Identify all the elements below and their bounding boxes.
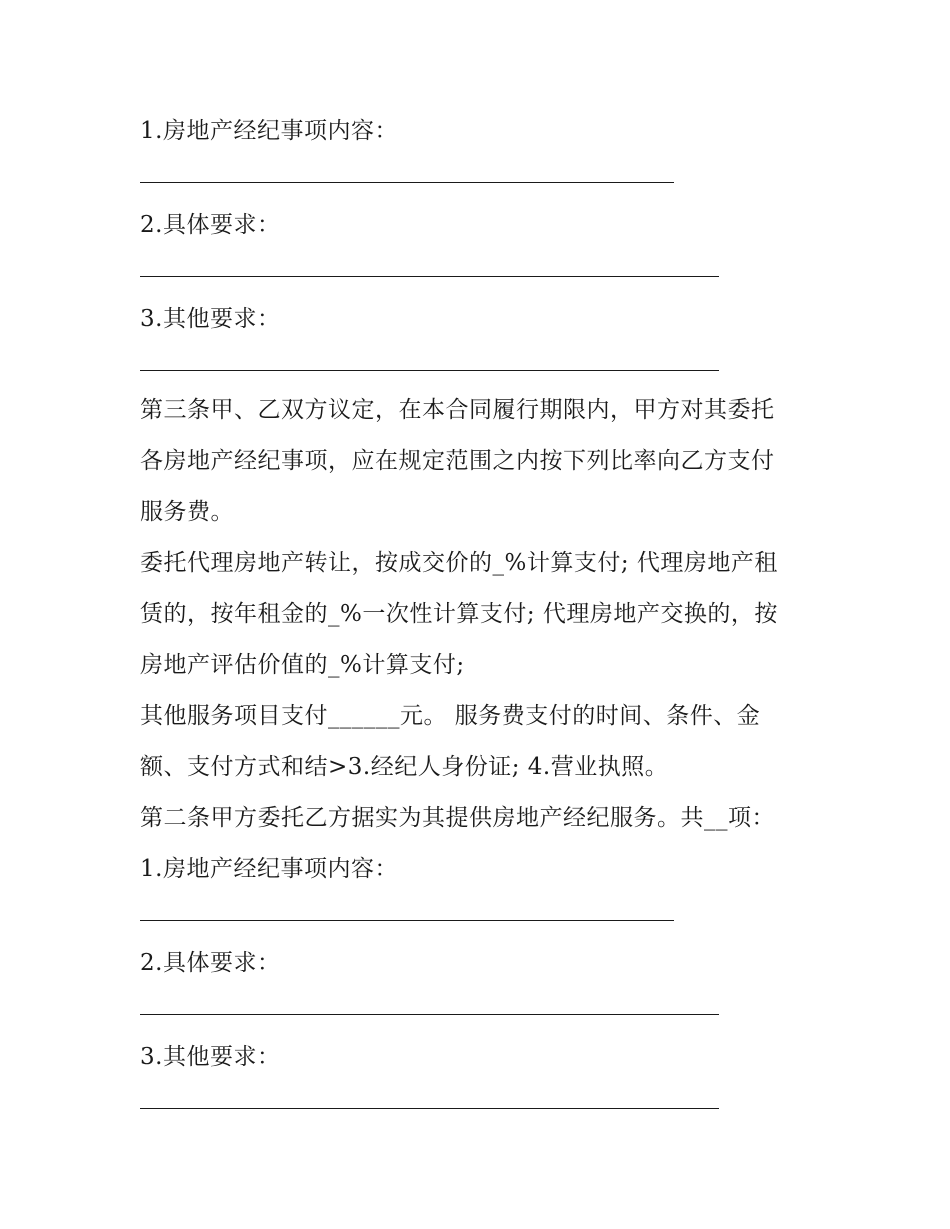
blank-fill-line	[140, 182, 674, 183]
blank-fill-line	[140, 276, 719, 277]
article-3-line-3: 服务费。	[140, 499, 234, 525]
blank-fill-line	[140, 920, 674, 921]
article-3-line-1: 第三条甲、乙双方议定，在本合同履行期限内，甲方对其委托	[140, 397, 775, 423]
fee-clause-line-2: 赁的，按年租金的_%一次性计算支付; 代理房地产交换的，按	[140, 601, 778, 627]
item-1-content-heading-repeat: 1.房地产经纪事项内容：	[140, 856, 398, 882]
item-3-other-requirements-heading-repeat: 3.其他要求：	[140, 1044, 281, 1070]
other-services-line-2: 额、支付方式和结>3.经纪人身份证; 4.营业执照。	[140, 754, 669, 780]
item-1-content-heading: 1.房地产经纪事项内容：	[140, 118, 398, 144]
item-2-requirements-heading-repeat: 2.具体要求：	[140, 950, 281, 976]
item-2-requirements-heading: 2.具体要求：	[140, 212, 281, 238]
other-services-line-1: 其他服务项目支付______元。 服务费支付的时间、条件、金	[140, 703, 761, 729]
blank-fill-line	[140, 1108, 719, 1109]
item-3-other-requirements-heading: 3.其他要求：	[140, 306, 281, 332]
fee-clause-line-1: 委托代理房地产转让，按成交价的_%计算支付; 代理房地产租	[140, 550, 778, 576]
fee-clause-line-3: 房地产评估价值的_%计算支付;	[140, 652, 465, 678]
article-3-line-2: 各房地产经纪事项，应在规定范围之内按下列比率向乙方支付	[140, 448, 775, 474]
blank-fill-line	[140, 370, 719, 371]
blank-fill-line	[140, 1014, 719, 1015]
article-2-line: 第二条甲方委托乙方据实为其提供房地产经纪服务。共__项：	[140, 805, 775, 831]
